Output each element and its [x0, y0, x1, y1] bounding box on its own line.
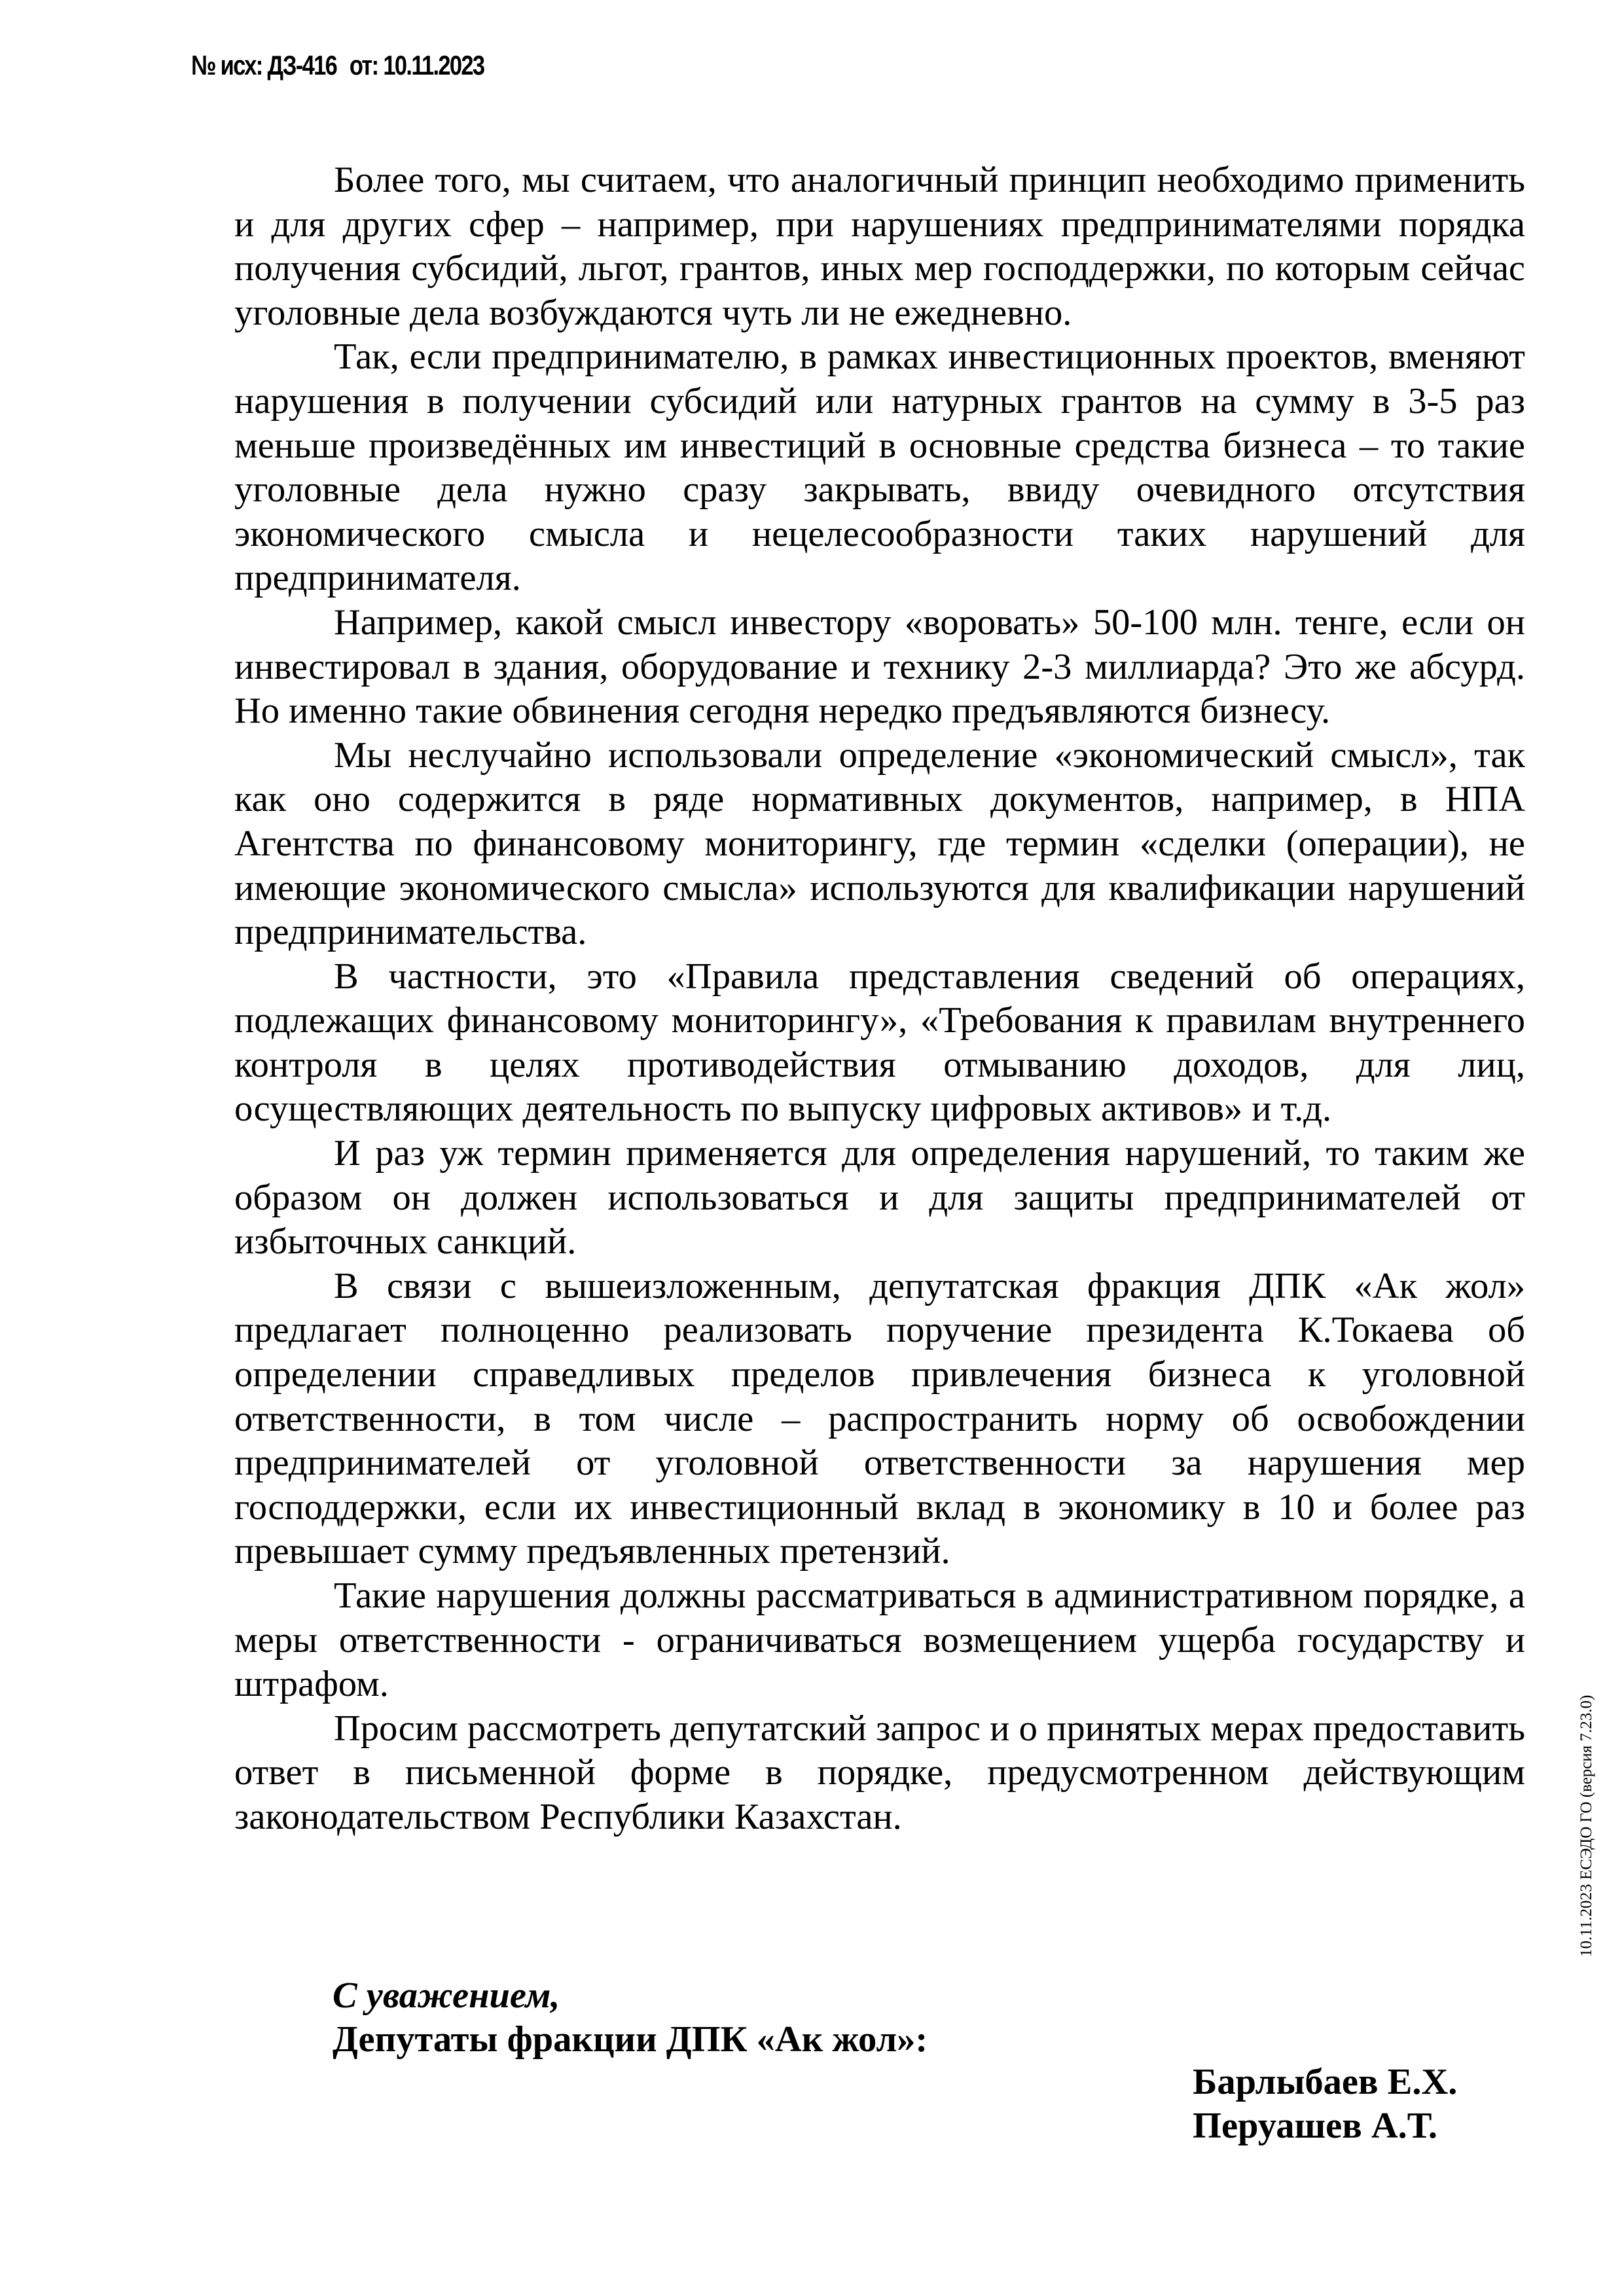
paragraph: И раз уж термин применяется для определения нарушений, то таким же образом он должен использоваться и для защиты предпринимателей от избыточных санкций. — [234, 1133, 1525, 1263]
signer-name: Перуашев А.Т. — [1193, 2106, 1437, 2146]
paragraph: Мы неслучайно использовали определение «экономический смысл», так как оно содержится в ряде нормативных документов, например, в НПА Агентства по финансовому мониторингу, где термин «сделки (операции), не имеющие экономического смысла» используются для квалификации нарушений предпринимательства. — [234, 734, 1525, 953]
paragraph: Просим рассмотреть депутатский запрос и о принятых мерах предоставить ответ в письменной форме в порядке, предусмотренном действующим законодательством Республики Казахстан. — [234, 1708, 1525, 1837]
outgoing-number: № исх: ДЗ-416 — [191, 50, 337, 81]
signer-name: Барлыбаев Е.Х. — [1193, 2062, 1458, 2102]
paragraph: Более того, мы считаем, что аналогичный принцип необходимо применить и для других сфер – например, при нарушениях предпринимателями порядка получения субсидий, льгот, грантов, иных мер господдержки, по которым сейчас уголовные дела возбуждаются чуть ли не ежедневно. — [234, 160, 1525, 333]
deputies-line: Депутаты фракции ДПК «Ак жол»: — [333, 2019, 928, 2060]
paragraph: Например, какой смысл инвестору «воровать» 50-100 млн. тенге, если он инвестировал в здания, оборудование и технику 2-3 миллиарда? Это же абсурд. Но именно такие обвинения сегодня нередко предъявляются бизнесу. — [234, 601, 1525, 732]
document-date: от: 10.11.2023 — [349, 50, 484, 81]
paragraph: Такие нарушения должны рассматриваться в административном порядке, а меры ответственности - ограничиваться возмещением ущерба государству и штрафом. — [234, 1575, 1525, 1705]
regards-line: С уважением, — [333, 1975, 560, 2016]
document-header — [191, 50, 484, 81]
paragraph: Так, если предпринимателю, в рамках инвестиционных проектов, вменяют нарушения в получении субсидий или натурных грантов на сумму в 3-5 раз меньше произведённых им инвестиций в основные средства бизнеса – то такие уголовные дела нужно сразу закрывать, ввиду очевидного отсутствия экономического смысла и нецелесообразности таких нарушений для предпринимателя. — [234, 336, 1525, 599]
paragraph: В связи с вышеизложенным, депутатская фракция ДПК «Ак жол» предлагает полноценно реализовать поручение президента К.Токаева об определении справедливых пределов привлечения бизнеса к уголовной ответственности, в том числе – распространить норму об освобождении предпринимателей от уголовной ответственности за нарушения мер господдержки, если их инвестиционный вклад в экономику в 10 и более раз превышает сумму предъявленных претензий. — [234, 1265, 1525, 1572]
closing-block — [333, 1974, 928, 2062]
paragraph: В частности, это «Правила представления сведений об операциях, подлежащих финансовому мониторингу», «Требования к правилам внутреннего контроля в целях противодействия отмыванию доходов, для лиц, осуществляющих деятельность по выпуску цифровых активов» и т.д. — [234, 956, 1525, 1130]
letter-body — [234, 158, 1525, 1840]
signers-block — [1193, 2060, 1457, 2148]
registration-stamp: 10.11.2023 ЕСЭДО ГО (версия 7.23.0) — [1578, 1695, 1595, 1957]
